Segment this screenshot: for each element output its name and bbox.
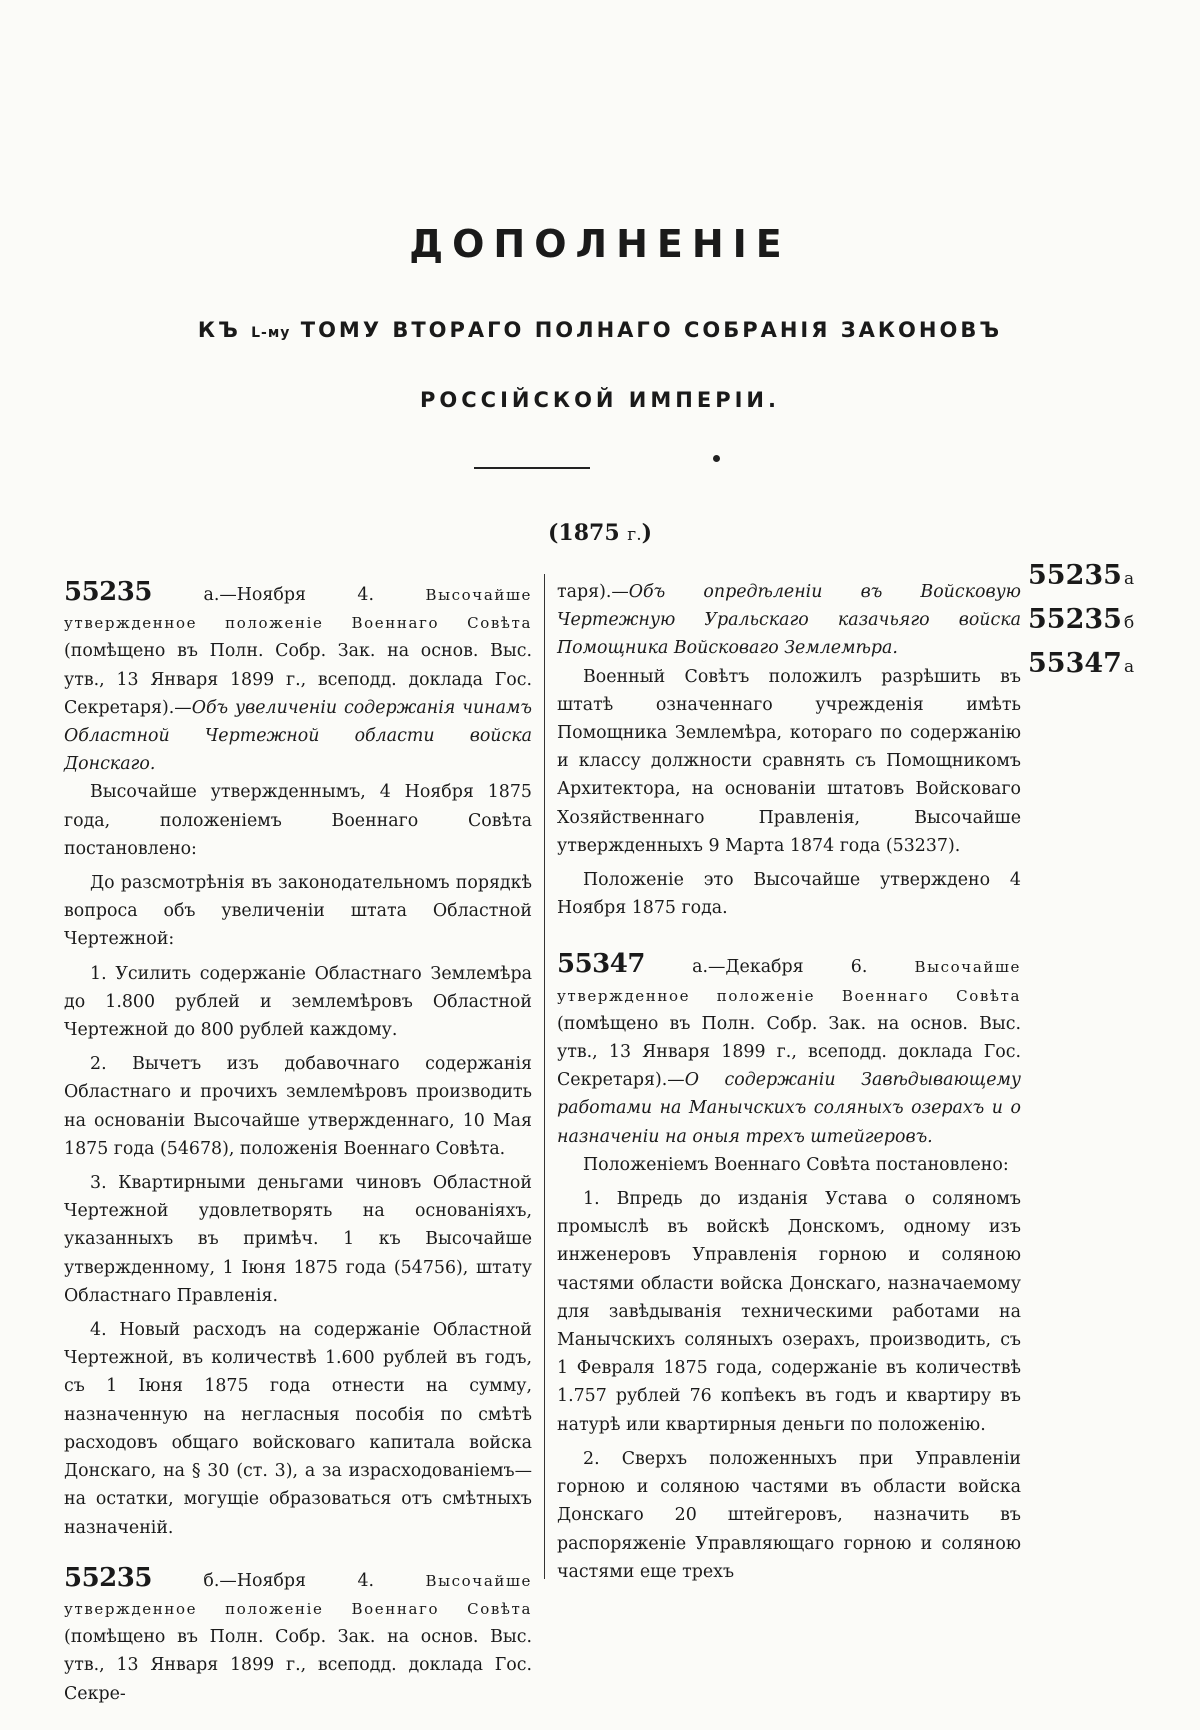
entry-subject: Объ опредѣленіи въ Войсковую Чертежную Уральскаго казачьяго войска Помощника Войсковаго Землемѣра. bbox=[557, 582, 1021, 659]
entry-heading bbox=[64, 578, 532, 778]
entry-reference: (помѣщено въ Полн. Собр. Зак. на основ. Выс. утв., 13 Января 1899 г., всеподд. доклада Гос. Секретаря).— bbox=[64, 641, 532, 718]
entry-date: а.—Ноября 4. bbox=[151, 585, 426, 605]
paragraph: Военный Совѣтъ положилъ разрѣшить въ штатѣ означеннаго учрежденія имѣть Помощника Землемѣра, котораго по содержанію и классу должности сравнять съ Помощникомъ Архитектора, на основаніи штатовъ Войсковаго Хозяйственнаго Правленія, Высочайше утвержденныхъ 9 Марта 1874 года (53237). bbox=[557, 666, 1021, 856]
paragraph: 1. Усилить содержаніе Областнаго Землемѣра до 1.800 рублей и землемѣровъ Областной Чертежной до 800 рублей каждому. bbox=[64, 963, 532, 1041]
margin-number-suffix: а bbox=[1123, 657, 1135, 677]
paragraph: 3. Квартирными деньгами чиновъ Областной Чертежной удовлетворять на основаніяхъ, указанныхъ въ примѣч. 1 къ Высочайше утвержденному, 1 Іюня 1875 года (54756), штату Областнаго Правленія. bbox=[64, 1173, 532, 1306]
year-suffix: г. bbox=[627, 525, 642, 545]
document-subtitle bbox=[0, 318, 1200, 342]
entry-heading bbox=[557, 950, 1021, 1150]
paragraph: До разсмотрѣнія въ законодательномъ порядкѣ вопроса объ увеличеніи штата Областной Чертежной: bbox=[64, 873, 532, 950]
law-entry-55235b-continued bbox=[557, 578, 1021, 922]
law-entry-55235b bbox=[64, 1564, 532, 1708]
paragraph: Высочайше утвержденнымъ, 4 Ноября 1875 года, положеніемъ Военнаго Совѣта постановлено: bbox=[64, 782, 532, 859]
paragraph: Положеніе это Высочайше утверждено 4 Ноября 1875 года. bbox=[557, 870, 1021, 919]
ink-dot bbox=[713, 455, 720, 462]
law-entry-55235a bbox=[64, 578, 532, 1542]
law-number: 55235 bbox=[64, 577, 152, 607]
left-column bbox=[64, 578, 532, 1730]
subtitle-volume: L-му bbox=[251, 325, 291, 341]
margin-law-numbers bbox=[1028, 554, 1178, 686]
title-divider bbox=[474, 467, 590, 469]
entry-reference: (помѣщено въ Полн. Собр. Зак. на основ. Выс. утв., 13 Января 1899 г., всеподд. доклада Гос. Секре- bbox=[64, 1627, 532, 1704]
margin-number bbox=[1028, 598, 1178, 642]
entry-spaced-title: Высочайше утвержденное положеніе Военнаго Совѣта bbox=[64, 586, 532, 633]
margin-number bbox=[1028, 554, 1178, 598]
entry-date: б.—Ноября 4. bbox=[151, 1570, 426, 1591]
entry-date: а.—Декабря 6. bbox=[644, 957, 915, 978]
entry-reference: (помѣщено въ Полн. Собр. Зак. на основ. Выс. утв., 13 Января 1899 г., всеподд. доклада Гос. Секретаря).— bbox=[557, 1013, 1021, 1091]
margin-number-suffix: б bbox=[1123, 613, 1135, 633]
entry-spaced-title: Высочайше утвержденное положеніе Военнаго Совѣта bbox=[557, 958, 1021, 1005]
entry-heading bbox=[64, 1564, 532, 1708]
document-title: ДОПОЛНЕНІЕ bbox=[409, 222, 791, 266]
law-number: 55347 bbox=[557, 949, 645, 980]
margin-number-value: 55235 bbox=[1028, 604, 1122, 635]
entry-subject: О содержаніи Завѣдывающему работами на Манычскихъ соляныхъ озерахъ и о назначеніи на оныя трехъ штейгеровъ. bbox=[557, 1070, 1021, 1147]
year-heading: (1875 г.) bbox=[547, 520, 653, 546]
margin-number-suffix: а bbox=[1123, 569, 1135, 589]
paragraph: 4. Новый расходъ на содержаніе Областной Чертежной, въ количествѣ 1.600 рублей въ годъ, съ 1 Іюня 1875 года отнести на сумму, назначенную на негласныя пособія по смѣтѣ расходовъ общаго войсковаго капитала войска Донскаго, на § 30 (ст. 3), а за израсходованіемъ—на остатки, могущіе образоваться отъ смѣтныхъ назначеній. bbox=[64, 1320, 532, 1538]
paragraph: 2. Вычетъ изъ добавочнаго содержанія Областнаго и прочихъ землемѣровъ производить на основаніи Высочайше утвержденнаго, 10 Мая 1875 года (54678), положенія Военнаго Совѣта. bbox=[64, 1054, 532, 1159]
paragraph: Положеніемъ Военнаго Совѣта постановлено: bbox=[583, 1154, 1009, 1175]
right-column bbox=[557, 578, 1021, 1608]
entry-reference: таря).— bbox=[557, 582, 629, 602]
margin-number-value: 55235 bbox=[1028, 560, 1122, 591]
entry-spaced-title: Высочайше утвержденное положеніе Военнаго Совѣта bbox=[64, 1571, 532, 1618]
margin-number-value: 55347 bbox=[1028, 648, 1122, 679]
subtitle-part-c: ТОМУ ВТОРАГО ПОЛНАГО СОБРАНІЯ ЗАКОНОВЪ bbox=[300, 318, 1003, 342]
subtitle-part-a: КЪ bbox=[197, 318, 241, 342]
year-number: 1875 bbox=[558, 520, 620, 546]
entry-subject: Объ увеличеніи содержанія чинамъ Областной Чертежной области войска Донскаго. bbox=[64, 697, 532, 775]
document-subtitle-empire: РОССІЙСКОЙ ИМПЕРІИ. bbox=[420, 388, 780, 412]
margin-number bbox=[1028, 642, 1178, 686]
paragraph: 1. Впредь до изданія Устава о соляномъ промыслѣ въ войскѣ Донскомъ, одному изъ инженеровъ Управленія горною и соляною частями области войска Донскаго, назначаемому для завѣдыванія техническими работами на Манычскихъ соляныхъ озерахъ, производить, съ 1 Февраля 1875 года, содержаніе въ количествѣ 1.757 рублей 76 копѣекъ въ годъ и квартиру въ натурѣ или квартирныя деньги по положенію. bbox=[557, 1189, 1021, 1435]
column-divider bbox=[544, 574, 545, 1579]
paragraph: 2. Сверхъ положенныхъ при Управленіи горною и соляною частями въ области войска Донскаго 20 штейгеровъ, назначить въ распоряженіе Управляющаго горною и соляною частями еще трехъ bbox=[557, 1448, 1021, 1582]
law-entry-55347a bbox=[557, 950, 1021, 1585]
law-number: 55235 bbox=[64, 1562, 152, 1593]
entry-heading-continued bbox=[557, 578, 1021, 663]
